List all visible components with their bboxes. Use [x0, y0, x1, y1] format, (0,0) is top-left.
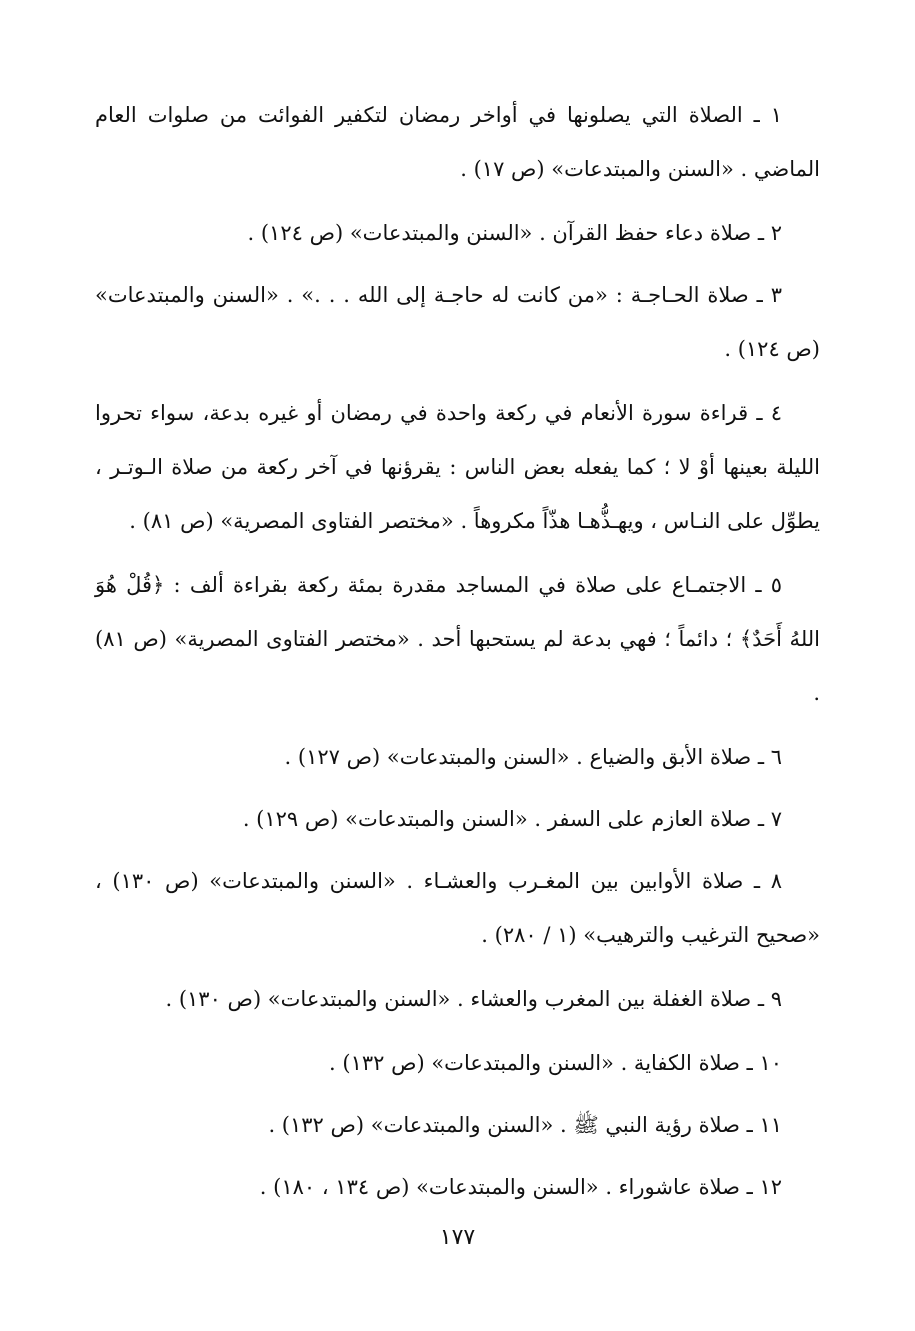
page-body — [95, 88, 820, 1222]
entry-9: ٩ ـ صلاة الغفلة بين المغرب والعشاء . «السنن والمبتدعات» (ص ١٣٠) . — [165, 987, 782, 1011]
entry-7: ٧ ـ صلاة العازم على السفر . «السنن والمبتدعات» (ص ١٢٩) . — [242, 807, 782, 831]
entry-5: ٥ ـ الاجتمـاع على صلاة في المساجد مقدرة بمئة ركعة بقراءة ألف : ﴿قُلْ هُوَ اللهُ أَحَدٌ﴾ ؛ دائماً ؛ فهي بدعة لم يستحبها أحد . «مختصر الفتاوى المصرية» (ص ٨١) . — [95, 573, 820, 705]
entry-3: ٣ ـ صلاة الحـاجـة : «من كانت له حاجـة إلى الله . . .» . «السنن والمبتدعات» (ص ١٢٤) . — [95, 283, 820, 361]
entry-11: ١١ ـ صلاة رؤية النبي ﷺ . «السنن والمبتدعات» (ص ١٣٢) . — [268, 1113, 782, 1137]
entry-4: ٤ ـ قراءة سورة الأنعام في ركعة واحدة في رمضان أو غيره بدعة، سواء تحروا الليلة بعينها أوْ لا ؛ كما يفعله بعض الناس : يقرؤنها في آخر ركعة من صلاة الـوتـر ، يطوِّل على النـاس ، ويهـذُّهـا هذّاً مكروهاً . «مختصر الفتاوى المصرية» (ص ٨١) . — [95, 401, 820, 533]
entry-2: ٢ ـ صلاة دعاء حفظ القرآن . «السنن والمبتدعات» (ص ١٢٤) . — [247, 221, 782, 245]
entry-10: ١٠ ـ صلاة الكفاية . «السنن والمبتدعات» (ص ١٣٢) . — [329, 1051, 782, 1075]
entry-6: ٦ ـ صلاة الأبق والضياع . «السنن والمبتدعات» (ص ١٢٧) . — [284, 745, 782, 769]
entry-1: ١ ـ الصلاة التي يصلونها في أواخر رمضان لتكفير الفوائت من صلوات العام الماضي . «السنن والمبتدعات» (ص ١٧) . — [95, 103, 820, 181]
entry-8: ٨ ـ صلاة الأوابين بين المغـرب والعشـاء . «السنن والمبتدعات» (ص ١٣٠) ، «صحيح الترغيب والترهيب» (١ / ٢٨٠) . — [95, 869, 820, 947]
page-number: ١٧٧ — [439, 1225, 476, 1250]
entry-12: ١٢ ـ صلاة عاشوراء . «السنن والمبتدعات» (ص ١٣٤ ، ١٨٠) . — [259, 1175, 782, 1199]
